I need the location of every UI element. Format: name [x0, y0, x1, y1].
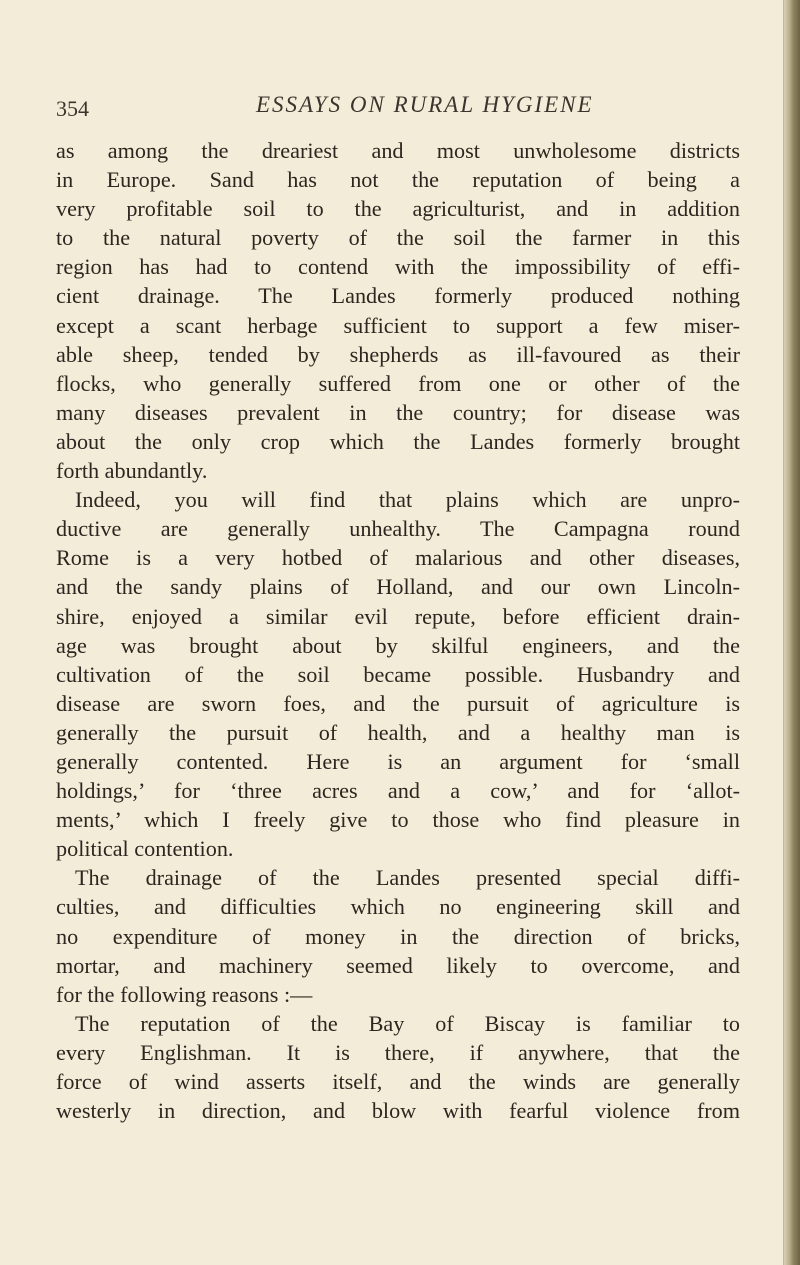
text-line: no expenditure of money in the direction of bricks, — [56, 923, 740, 949]
paragraph-start-line: The reputation of the Bay of Biscay is familiar to — [75, 1010, 740, 1036]
text-line: forth abundantly. — [56, 458, 208, 484]
text-line: very profitable soil to the agriculturist, and in addition — [56, 196, 740, 222]
text-line: shire, enjoyed a similar evil repute, before efficient drain- — [56, 603, 740, 629]
running-head: ESSAYS ON RURAL HYGIENE — [256, 92, 594, 117]
text-line: political contention. — [56, 836, 234, 862]
text-line: disease are sworn foes, and the pursuit of agriculture is — [56, 690, 740, 716]
text-line: cient drainage. The Landes formerly produced nothing — [56, 283, 740, 309]
text-line: and the sandy plains of Holland, and our own Lincoln- — [56, 574, 740, 600]
text-line: every Englishman. It is there, if anywhere, that the — [56, 1039, 740, 1065]
text-line: many diseases prevalent in the country; for disease was — [56, 399, 740, 425]
text-line: in Europe. Sand has not the reputation of being a — [56, 167, 740, 193]
text-line: Rome is a very hotbed of malarious and other diseases, — [56, 545, 740, 571]
page-edge-shadow — [784, 0, 800, 1265]
text-line: to the natural poverty of the soil the farmer in this — [56, 225, 740, 251]
body-text — [56, 136, 740, 1125]
text-line: generally contented. Here is an argument for ‘small — [56, 748, 740, 774]
text-line: about the only crop which the Landes formerly brought — [56, 428, 740, 454]
text-line: able sheep, tended by shepherds as ill-favoured as their — [56, 341, 740, 367]
text-line: holdings,’ for ‘three acres and a cow,’ and for ‘allot- — [56, 778, 740, 804]
text-line: except a scant herbage sufficient to support a few miser- — [56, 312, 740, 338]
paragraph-start-line: Indeed, you will find that plains which are unpro- — [75, 487, 740, 513]
text-line: for the following reasons :— — [56, 981, 313, 1007]
text-line: culties, and difficulties which no engineering skill and — [56, 894, 740, 920]
text-line: mortar, and machinery seemed likely to overcome, and — [56, 952, 740, 978]
paragraph-start-line: The drainage of the Landes presented special diffi- — [75, 865, 740, 891]
page-number: 354 — [56, 96, 89, 121]
text-line: generally the pursuit of health, and a healthy man is — [56, 719, 740, 745]
text-line: region has had to contend with the impossibility of effi- — [56, 254, 740, 280]
text-line: cultivation of the soil became possible. Husbandry and — [56, 661, 740, 687]
text-line: flocks, who generally suffered from one or other of the — [56, 370, 740, 396]
page-header — [56, 92, 756, 122]
text-line: ductive are generally unhealthy. The Campagna round — [56, 516, 740, 542]
text-line: ments,’ which I freely give to those who find pleasure in — [56, 807, 740, 833]
text-line: force of wind asserts itself, and the winds are generally — [56, 1069, 740, 1094]
text-line: age was brought about by skilful engineers, and the — [56, 632, 740, 658]
text-line: as among the dreariest and most unwholesome districts — [56, 138, 740, 163]
text-line: westerly in direction, and blow with fearful violence from — [56, 1098, 740, 1124]
